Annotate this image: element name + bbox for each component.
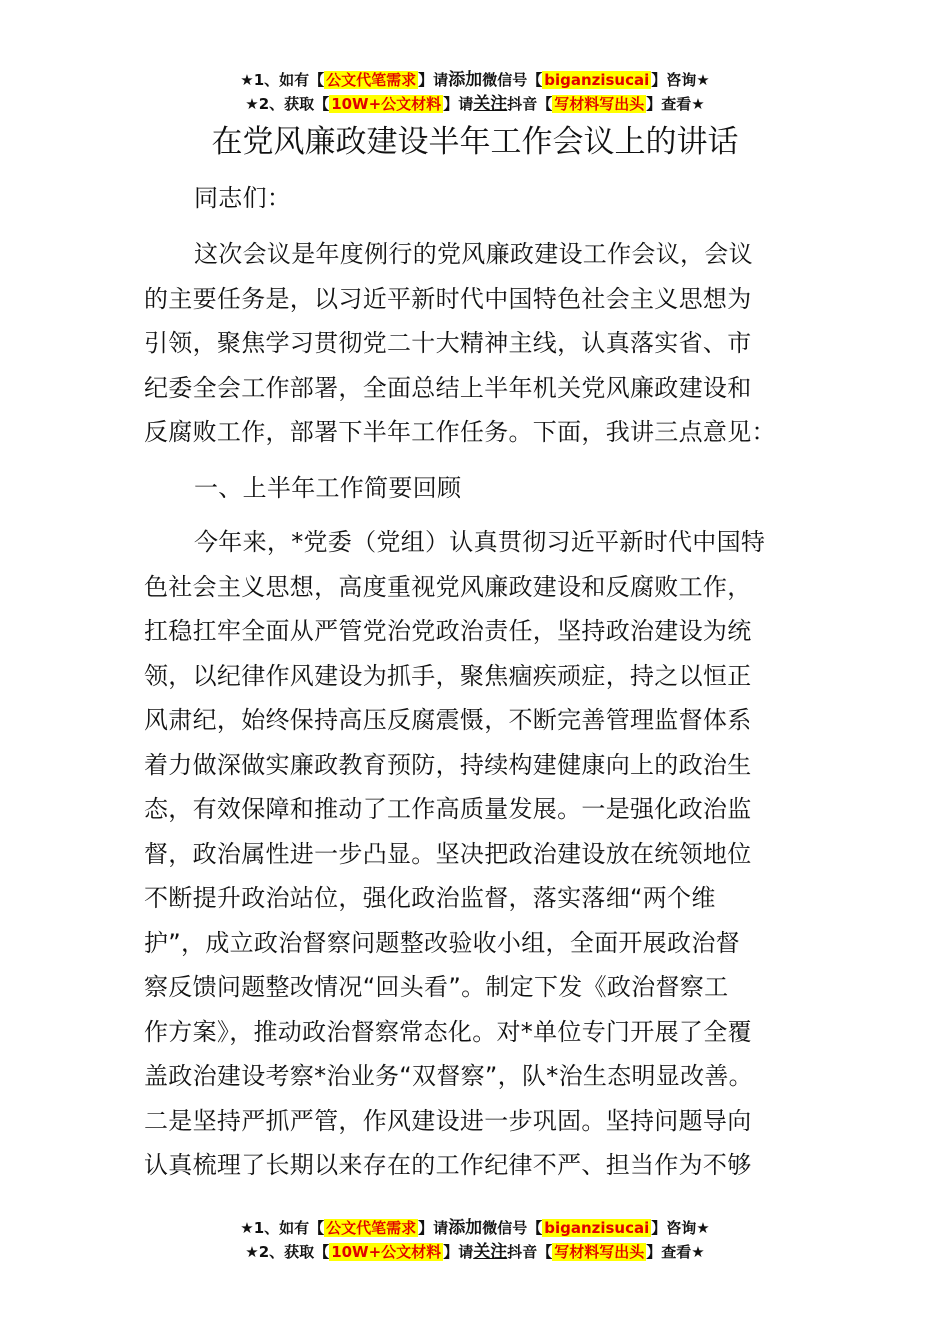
promo-text: 】请 [418,1219,449,1237]
promo-highlight: 公文代笔需求 [326,1219,417,1237]
paragraph-line: 督，政治属性进一步凸显。坚决把政治建设放在统领地位 [144,839,752,868]
paragraph-line: 二是坚持严抓严管，作风建设进一步巩固。坚持问题导向 [144,1106,752,1135]
section-heading-text: 一、上半年工作简要回顾 [194,474,462,502]
paragraph-line: 今年来，*党委（党组）认真贯彻习近平新时代中国特 [194,528,766,556]
promo-highlight: 公文代笔需求 [326,71,417,89]
promo-text: ★2、获取【 [245,95,330,113]
paragraph-line: 察反馈问题整改情况“回头看”。制定下发《政治督察工 [144,973,729,1001]
paragraph-line: 作方案》，推动政治督察常态化。对*单位专门开展了全覆 [144,1017,752,1046]
promo-emphasis: 添加 [448,1218,483,1238]
promo-text: 】查看★ [646,1243,705,1261]
promo-highlight: biganzisucai [544,71,650,89]
intro-paragraph [144,232,808,455]
promo-text: 】请 [443,95,474,113]
paragraph-line: 反腐败工作，部署下半年工作任务。下面，我讲三点意见： [144,418,776,446]
paragraph-line: 盖政治建设考察*治业务“双督察”，队*治生态明显改善。 [144,1062,753,1090]
paragraph-line: 引领，聚焦学习贯彻党二十大精神主线，认真落实省、市 [144,329,752,357]
paragraph-line: 风肃纪，始终保持高压反腐震慑，不断完善管理监督体系 [144,706,752,734]
promo-emphasis: 添加 [448,70,483,90]
promo-highlight: 写材料写出头 [554,95,645,113]
paragraph-line: 扛稳扛牢全面从严管党治党政治责任，坚持政治建设为统 [144,617,752,645]
promo-text: 】请 [443,1243,474,1261]
promo-emphasis: 关注 [473,1242,508,1262]
greeting-line: 同志们： [194,184,292,212]
promo-text: ★1、如有【 [240,1219,325,1237]
promo-line-1 [0,68,950,92]
promo-text: 】请 [418,71,449,89]
promo-text: ★1、如有【 [240,71,325,89]
promo-text: 】咨询★ [651,71,710,89]
bottom-promo-banner [0,1216,950,1264]
promo-text: 】查看★ [646,95,705,113]
promo-highlight: biganzisucai [544,1219,650,1237]
promo-emphasis: 关注 [473,94,508,114]
top-promo-banner [0,68,950,116]
paragraph-line: 认真梳理了长期以来存在的工作纪律不严、担当作为不够 [144,1151,752,1179]
promo-highlight: 10W+公文材料 [331,1243,442,1261]
promo-line-2 [0,92,950,116]
paragraph-line: 护”，成立政治督察问题整改验收小组，全面开展政治督 [144,928,740,957]
paragraph-line: 领，以纪律作风建设为抓手，聚焦痼疾顽症，持之以恒正 [144,661,752,690]
paragraph-line: 这次会议是年度例行的党风廉政建设工作会议，会议 [194,240,753,268]
section-heading [144,466,808,511]
promo-text: 】咨询★ [651,1219,710,1237]
document-title: 在党风廉政建设半年工作会议上的讲话 [211,124,739,160]
paragraph-line: 态，有效保障和推动了工作高质量发展。一是强化政治监 [144,795,752,823]
greeting-paragraph [144,176,808,221]
promo-highlight: 写材料写出头 [554,1243,645,1261]
promo-text: 抖音【 [507,95,553,113]
promo-text: 抖音【 [507,1243,553,1261]
paragraph-line: 色社会主义思想，高度重视党风廉政建设和反腐败工作， [144,572,752,601]
paragraph-line: 不断提升政治站位，强化政治监督，落实落细“两个维 [144,884,716,912]
promo-text: 微信号【 [482,1219,543,1237]
paragraph-line: 纪委全会工作部署，全面总结上半年机关党风廉政建设和 [144,373,752,402]
promo-line-1 [0,1216,950,1240]
paragraph-line: 的主要任务是，以习近平新时代中国特色社会主义思想为 [144,284,752,313]
paragraph-line: 着力做深做实廉政教育预防，持续构建健康向上的政治生 [144,750,752,779]
review-paragraph [144,520,808,1188]
promo-text: ★2、获取【 [245,1243,330,1261]
promo-line-2 [0,1240,950,1264]
promo-highlight: 10W+公文材料 [331,95,442,113]
promo-text: 微信号【 [482,71,543,89]
